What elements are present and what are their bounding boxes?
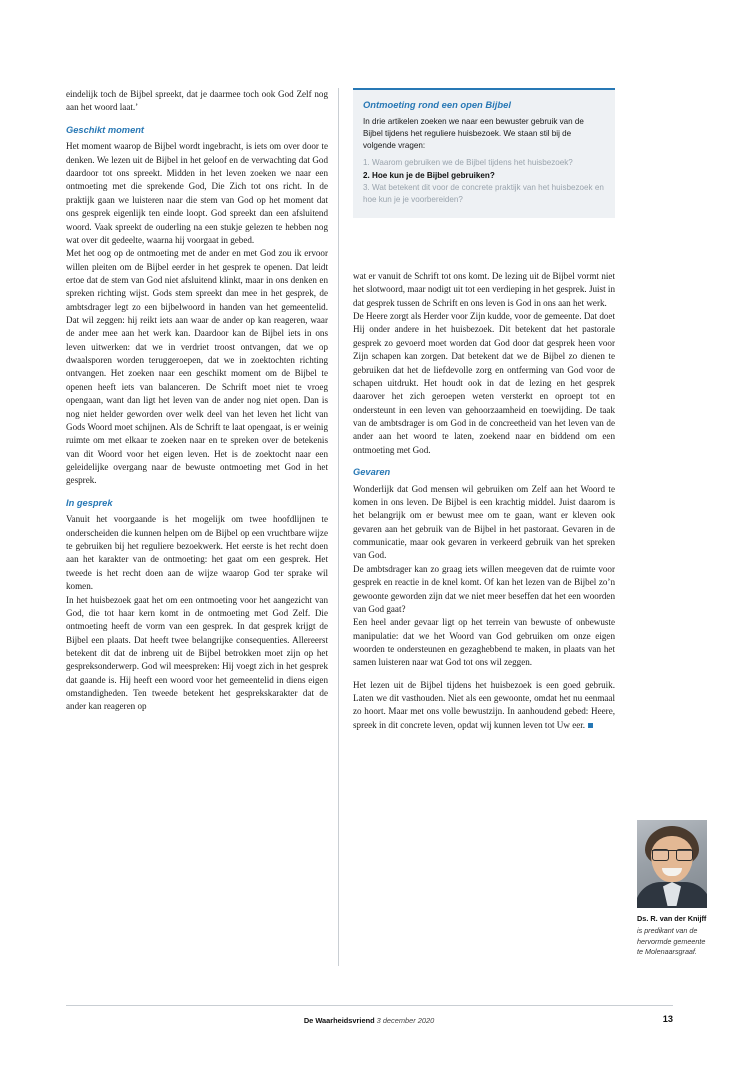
left-intro-paragraph: eindelijk toch de Bijbel spreekt, dat je daarmee toch ook God Zelf nog aan het woord laat.’ xyxy=(66,89,328,113)
page-number: 13 xyxy=(662,1014,673,1024)
right-paragraph-6: Het lezen uit de Bijbel tijdens het huisbezoek is een goed gebruik. Laten we dit vasthouden. Niet als een gewoonte, omdat het nu eenmaal zo hoort. Maar met ons volle bewustzijn. In aanhoudend gebed: Heere, spreek in dit concrete leven, opdat wij kunnen leven tot Uw eer. xyxy=(353,679,615,730)
left-paragraph-2: Met het oog op de ontmoeting met de ander en met God zou ik ervoor willen pleiten om de Bijbel eerder in het gesprek te openen. Dat leidt ertoe dat de stem van God niet afsluitend klinkt, maar in ons denken en spreken richting wijst. Gods stem spreekt dan mee in het gesprek, de ambtsdrager legt zo een bijbelwoord in handen van het gemeentelid. Dat wil zeggen: hij reikt iets aan waar de ander op kan reageren, waar de ander mee aan het werk kan. Daardoor kan de Bijbel iets in ons leven uitwerken: dat we in verdriet troost ontvangen, dat we op dwaalsporen worden teruggeroepen, dat we in zoektochten richting ontvangen. Het zoeken naar een geschikt moment om de Bijbel te openen heeft iets van balanceren. De Schrift moet niet te vroeg opengaan, want dan ligt het leven van de ander nog niet open. Dan is nog niet helder geworden over welk deel van het leven het licht van Gods Woord moet schijnen. Als de Schrift te laat opengaat, is er weinig ruimte om met elkaar te zoeken naar en te spreken over de betekenis van dit Woord voor het eigen leven. Het is de zoektocht naar een geleidelijke overgang naar de bewuste ontmoeting met God in het gesprek. xyxy=(66,248,328,486)
author-block xyxy=(637,820,707,958)
callout-title: Ontmoeting rond een open Bijbel xyxy=(363,99,511,110)
callout-question-3: 3. Wat betekent dit voor de concrete praktijk van het huisbezoek en hoe kun je je voorbereiden? xyxy=(363,182,604,204)
callout-question-2: 2. Hoe kun je de Bijbel gebruiken? xyxy=(363,170,495,180)
end-of-article-mark xyxy=(588,723,593,728)
callout-question-1: 1. Waarom gebruiken we de Bijbel tijdens het huisbezoek? xyxy=(363,158,573,168)
callout-box xyxy=(353,88,615,218)
left-paragraph-4: In het huisbezoek gaat het om een ontmoeting voor het aangezicht van God, die tot haar kern komt in de ontmoeting met God Zelf. Die ontmoeting heeft de vorm van een gesprek. In dat gesprek krijgt de Bijbel een plaats. Dat heeft twee belangrijke consequenties. Allereerst betekent dit dat de inbreng uit de Bijbel betrokken moet zijn op het gespreksonderwerp. God wil meespreken: Hij voegt zich in het gesprek dat gaande is. Hij heeft een woord voor het gemeentelid in diens eigen omstandigheden. Ten tweede betekent het gesprekskarakter dat de ander kan reageren op xyxy=(66,594,328,712)
footer-divider xyxy=(66,1005,673,1006)
heading-geschikt-moment: Geschikt moment xyxy=(66,124,145,135)
right-paragraph-2: De Heere zorgt als Herder voor Zijn kudde, voor de gemeente. Dat doet Hij onder andere in het huisbezoek. Dit betekent dat het pastorale gesprek zo gevoerd moet worden dat God door dat gesprek heen voor Zijn schapen kan zorgen. Dat betekent dat we de Bijbel zo dienen te gebruiken dat het de liefdevolle zorg en ontferming van God voor de schapen uitdrukt. Het houdt ook in dat de lezing en het gesprek daarover het zich geroepen weten versterkt en oproept tot en ondersteunt in een leven van gehoorzaamheid en toewijding. De taak van de ambtsdrager is om God in de concreetheid van het leven van de ander aan het woord te laten, zoekend naar en biddend om een ontmoeting met God. xyxy=(353,311,615,455)
right-paragraph-5: Een heel ander gevaar ligt op het terrein van bewuste of onbewuste manipulatie: dat we het Woord van God gebruiken om onze eigen woorden te ondersteunen en gezaghebbend te maken, in plaats van het samen luisteren naar wat God tot ons wil zeggen. xyxy=(353,617,615,668)
issue-date: 3 december 2020 xyxy=(376,1016,435,1025)
page-footer xyxy=(0,1016,738,1025)
author-description: is predikant van de hervormde gemeente te Molenaarsgraaf. xyxy=(637,926,706,957)
right-column xyxy=(353,270,615,732)
heading-gevaren: Gevaren xyxy=(353,467,391,478)
right-paragraph-4: De ambtsdrager kan zo graag iets willen meegeven dat de ruimte voor gesprek en reactie in de knel komt. Of kan het lezen van de Bijbel zo’n gewoonte geworden zijn dat we niet meer beseffen dat het een woorden van God gaat? xyxy=(353,563,615,614)
right-paragraph-1: wat er vanuit de Schrift tot ons komt. De lezing uit de Bijbel vormt niet het slotwoord, maar nodigt uit tot een verdieping in het gesprek. Juist in dat gesprek tussen de Schrift en ons leven is God in ons aan het werk. xyxy=(353,271,615,308)
left-paragraph-3: Vanuit het voorgaande is het mogelijk om twee hoofdlijnen te onderscheiden die kunnen helpen om de Bijbel op een vruchtbare wijze te gebruiken bij het reguliere bezoekwerk. Het eerste is het recht doen aan het karakter van de ontmoeting: het gaat om een gesprek. Het tweede is het recht doen aan de wijze waarop God ter sprake wil komen. xyxy=(66,514,328,592)
right-paragraph-6-wrapper xyxy=(353,679,615,732)
callout-intro: In drie artikelen zoeken we naar een bewuster gebruik van de Bijbel tijdens het reguliere huisbezoek. We staan stil bij de volgende vragen: xyxy=(363,117,584,151)
right-paragraph-3: Wonderlijk dat God mensen wil gebruiken om Zelf aan het Woord te komen in ons leven. De Bijbel is een krachtig middel. Juist daarom is het belangrijk om er bewust mee om te gaan, want er kleven ook gevaren aan het gebruik van de Bijbel in het pastoraat. Gevaren in de communicatie, maar ook gevaren in verkeerd gebruik van het spreken van God. xyxy=(353,483,615,561)
column-divider xyxy=(338,88,339,966)
heading-in-gesprek: In gesprek xyxy=(66,497,113,508)
author-name: Ds. R. van der Knijff xyxy=(637,914,707,923)
left-paragraph-1: Het moment waarop de Bijbel wordt ingebracht, is iets om over door te denken. We lezen uit de Bijbel in het geloof en de verwachting dat God daardoor tot ons spreekt. Midden in het leven zoeken we naar een ontmoeting met die sprekende God, Die Zich tot ons richt. In de praktijk gaan we luisteren naar die stem van God op het moment dat ons gesprek eigenlijk ten einde loopt. God spreekt dan een afsluitend woord. Vaak spreekt de ouderling na een stukje gelezen te hebben nog wat over dit gedeelte, waarna hij voorgaat in gebed. xyxy=(66,141,328,245)
magazine-title: De Waarheidsvriend xyxy=(303,1016,377,1025)
author-portrait-photo xyxy=(637,820,707,908)
left-column xyxy=(66,88,328,714)
